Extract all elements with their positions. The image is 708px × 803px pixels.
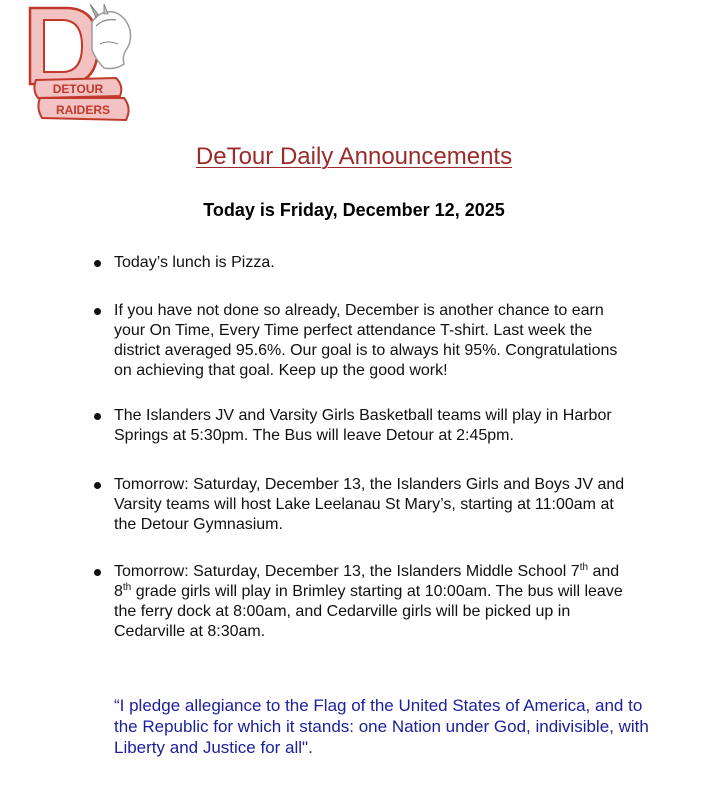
- list-item: [90, 301, 630, 381]
- date-heading: Today is Friday, December 12, 2025: [203, 200, 505, 220]
- announcement-text: If you have not done so already, December is another chance to earn your On Time, Every Time perfect attendance T-shirt. Last week the district averaged 95.6%. Our goal is to always hit 95%. Congratulations on achieving that goal. Keep up the good work!: [114, 302, 618, 379]
- announcement-text: The Islanders JV and Varsity Girls Basketball teams will play in Harbor Springs at 5:30pm. The Bus will leave Detour at 2:45pm.: [114, 407, 612, 444]
- announcement-text: [114, 562, 634, 642]
- pledge-of-allegiance: “I pledge allegiance to the Flag of the United States of America, and to the Republic for which it stands: one Nation under God, indivisible, with Liberty and Justice for all".: [114, 696, 649, 757]
- list-item: [90, 475, 630, 535]
- logo-line2: RAIDERS: [55, 103, 111, 117]
- bullet-icon: [94, 308, 101, 315]
- bullet-icon: [94, 413, 101, 420]
- announcement-text: Today’s lunch is Pizza.: [114, 254, 275, 271]
- text-part: Tomorrow: Saturday, December 13, the Islanders Middle School 7: [114, 563, 580, 580]
- bullet-icon: [94, 260, 101, 267]
- text-part: and 8: [114, 563, 620, 600]
- text-part: grade girls will play in Brimley starting at 10:00am. The bus will leave the ferry dock at 8:00am, and Cedarville girls will be picked up in Cedarville at 8:30am.: [114, 583, 623, 640]
- raiders-emblem-icon: [26, 4, 136, 128]
- bullet-icon: [94, 569, 101, 576]
- detour-raiders-logo: [26, 4, 136, 128]
- list-item: [90, 253, 630, 273]
- ordinal-suffix: th: [579, 562, 589, 573]
- ordinal-suffix: th: [122, 582, 132, 593]
- announcement-text: Tomorrow: Saturday, December 13, the Islanders Girls and Boys JV and Varsity teams will host Lake Leelanau St Mary’s, starting at 11:00am at the Detour Gymnasium.: [114, 476, 625, 533]
- list-item: [90, 562, 630, 642]
- page-title: DeTour Daily Announcements: [195, 143, 513, 170]
- bullet-icon: [94, 482, 101, 489]
- list-item: [90, 406, 630, 446]
- logo-line1: DETOUR: [52, 82, 104, 96]
